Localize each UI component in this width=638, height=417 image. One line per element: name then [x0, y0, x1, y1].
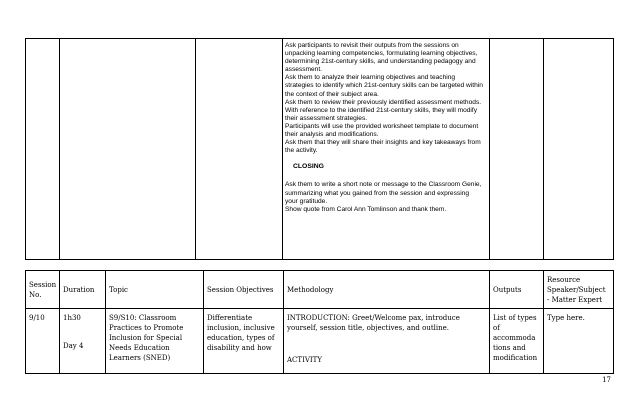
empty-cell-resource [544, 39, 614, 260]
cell-outputs: List of types of accommoda tions and modification [490, 309, 544, 374]
header-outputs: Outputs [490, 271, 544, 309]
header-resource-speaker: Resource Speaker/Subject - Matter Expert [544, 271, 614, 309]
cell-duration [60, 309, 106, 374]
text-line: the activity. [285, 147, 318, 155]
text-line: Show quote from Carol Ann Tomlinson and thank them. [285, 205, 447, 213]
continued-session-table [25, 38, 614, 260]
text-line: Ask them that they will share their insights and key takeaways from [285, 139, 481, 147]
closing-text [285, 181, 487, 213]
header-session-no: Session No. [26, 271, 60, 309]
duration-value: 1h30 [63, 314, 81, 322]
text-line: assessment. [285, 66, 323, 74]
header-methodology: Methodology [284, 271, 490, 309]
text-line: your gratitude. [285, 197, 328, 205]
empty-cell-session [26, 39, 60, 260]
header-topic: Topic [106, 271, 204, 309]
empty-cell-outputs [490, 39, 544, 260]
header-duration: Duration [60, 271, 106, 309]
text-line: Participants will use the provided worksheet template to document [285, 122, 479, 130]
page-number: 17 [602, 376, 611, 384]
methodology-text [285, 42, 487, 155]
text-line: strategies to identify which 21st-century skills can be targeted within [285, 82, 483, 90]
closing-heading: CLOSING [293, 163, 324, 171]
introduction-text: INTRODUCTION: Greet/Welcome pax, introduce yourself, session title, objectives, and outline. [287, 314, 460, 332]
text-line: unpacking learning competencies, formulating learning objectives, [285, 50, 478, 58]
activity-heading: ACTIVITY [287, 356, 322, 364]
text-line: determining 21st-century skills, and understanding pedagogy and [285, 58, 476, 66]
session-plan-table [25, 270, 614, 374]
text-line: their analysis and modifications. [285, 131, 379, 139]
text-line: their assessment strategies. [285, 114, 368, 122]
text-line: Ask them to write a short note or message to the Classroom Genie, [285, 181, 482, 189]
cell-topic: S9/S10: Classroom Practices to Promote Inclusion for Special Needs Education Learners (SNED) [106, 309, 204, 374]
text-line: Ask them to analyze their learning objectives and teaching [285, 74, 456, 82]
text-line: summarizing what you gained from the session and expressing [285, 189, 469, 197]
text-line: the context of their subject area. [285, 90, 379, 98]
day-label: Day 4 [63, 342, 84, 350]
cell-methodology [284, 309, 490, 374]
cell-resource-speaker[interactable]: Type here. [544, 309, 614, 374]
text-line: With reference to the identified 21st-century skills, they will modify [285, 106, 478, 114]
empty-cell-objectives [196, 39, 283, 260]
cell-session-objectives: Differentiate inclusion, inclusive education, types of disability and how [204, 309, 284, 374]
text-line: Ask participants to revisit their outputs from the sessions on [285, 42, 459, 49]
header-session-objectives: Session Objectives [204, 271, 284, 309]
cell-session-no: 9/10 [26, 309, 60, 374]
empty-cell-topic [60, 39, 196, 260]
methodology-cell [283, 39, 490, 260]
text-line: Ask them to review their previously identified assessment methods. [285, 98, 482, 106]
